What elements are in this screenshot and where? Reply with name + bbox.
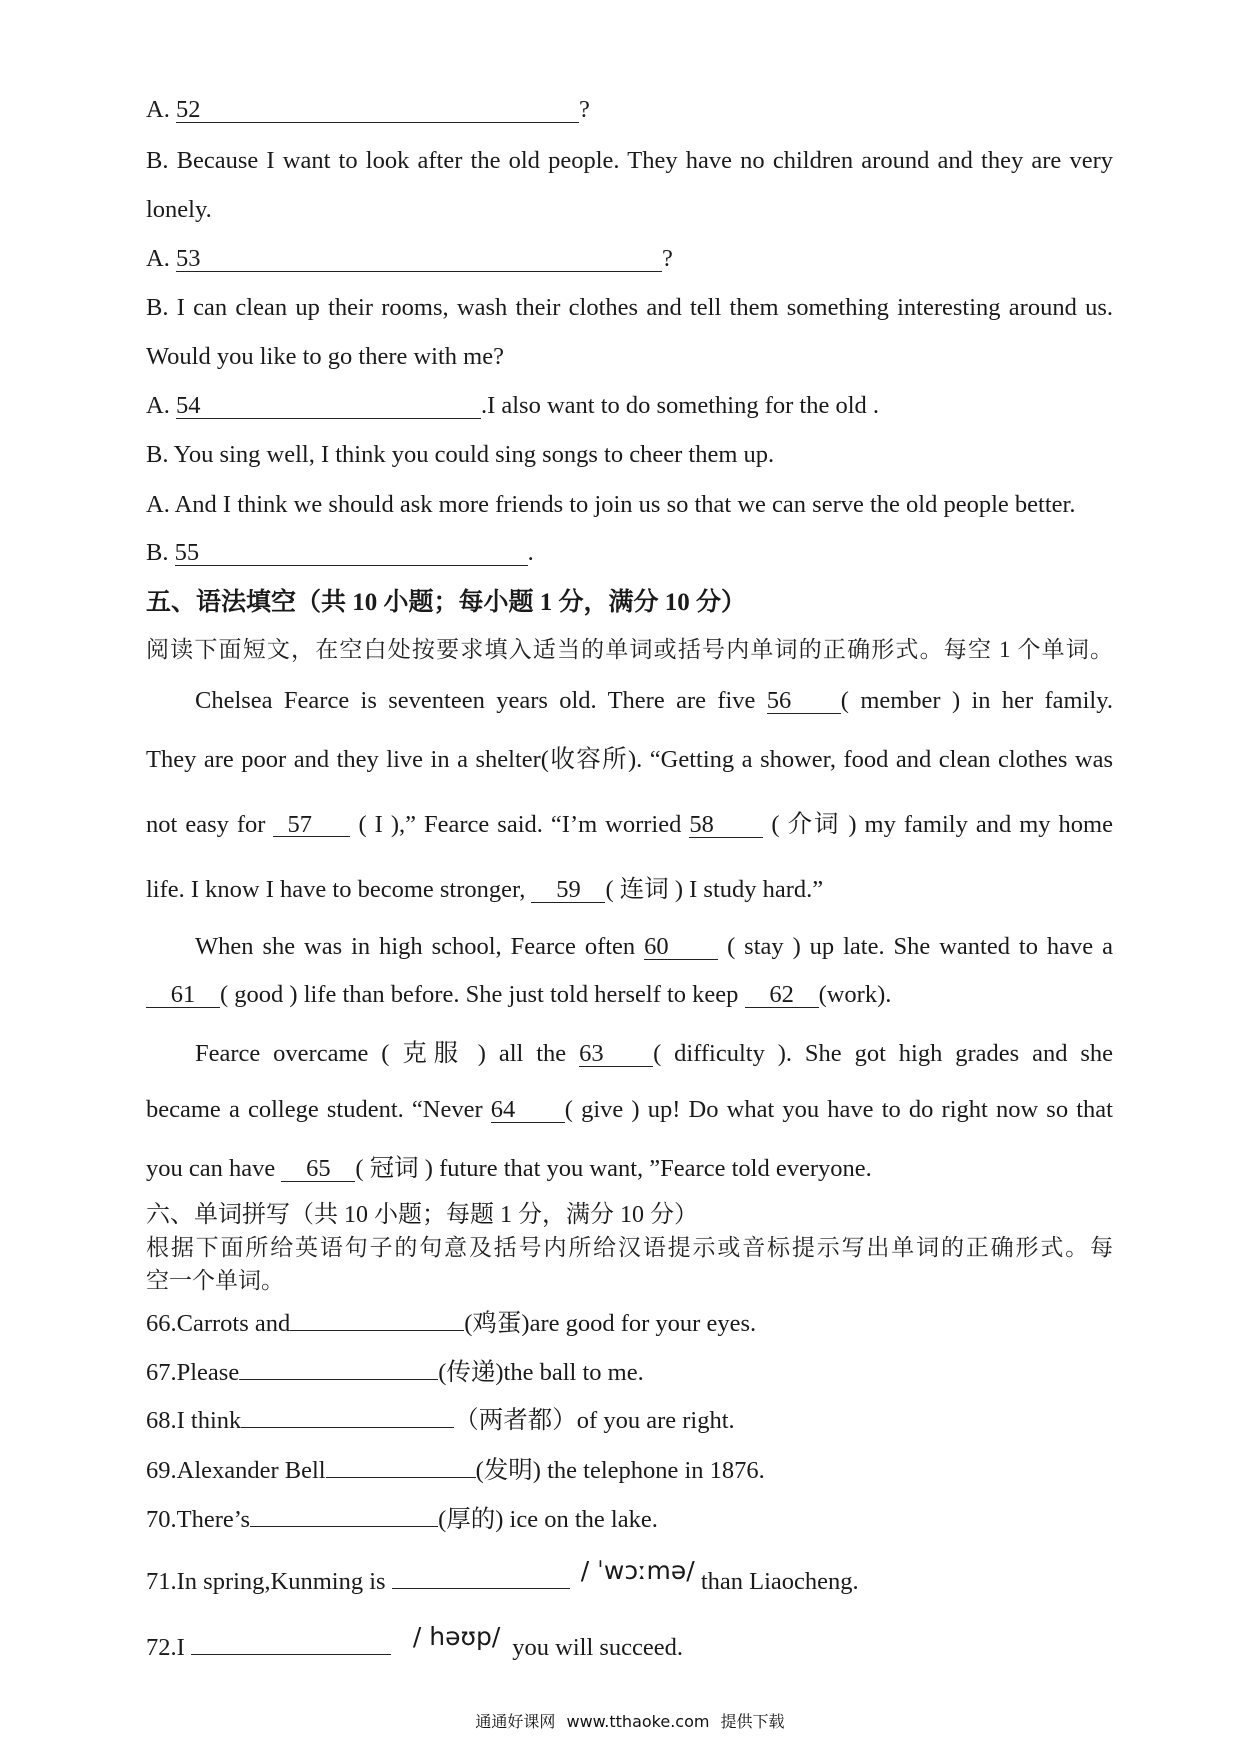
blank-58: 58 bbox=[689, 812, 763, 838]
phonetic-hint: / həʊp/ bbox=[412, 1622, 501, 1651]
passage-text: ( 冠词 ) future that you want, ”Fearce told everyone. bbox=[355, 1155, 872, 1182]
answer-blank-66 bbox=[290, 1310, 464, 1331]
passage-text: ( difficulty ). She got high grades and she bbox=[653, 1040, 1113, 1067]
passage-text: life. I know I have to become stronger, bbox=[146, 876, 532, 903]
item-hint: (鸡蛋) bbox=[464, 1310, 530, 1337]
item-hint: (发明) bbox=[475, 1457, 541, 1484]
passage-line bbox=[195, 685, 1113, 717]
item-text: 72.I bbox=[146, 1634, 191, 1661]
answer-blank-71 bbox=[392, 1568, 570, 1589]
spelling-item-72 bbox=[146, 1622, 1113, 1663]
dialogue-line: B. You sing well, I think you could sing songs to cheer them up. bbox=[146, 441, 775, 468]
dialogue-line: A. And I think we should ask more friends to join us so that we can serve the old people better. bbox=[146, 491, 1076, 518]
item-hint: (传递) bbox=[438, 1359, 504, 1386]
spelling-item-70 bbox=[146, 1504, 1113, 1536]
dialogue-line bbox=[146, 94, 1113, 126]
dialogue-line bbox=[146, 537, 1113, 569]
item-text: of you are right. bbox=[576, 1407, 735, 1434]
item-hint: （两者都） bbox=[454, 1407, 577, 1434]
passage-line bbox=[146, 874, 1113, 906]
answer-blank-72 bbox=[191, 1634, 391, 1655]
item-text: 70.There’s bbox=[146, 1506, 251, 1533]
passage-text: When she was in high school, Fearce often bbox=[195, 933, 645, 960]
spelling-item-71 bbox=[146, 1556, 1113, 1597]
answer-blank-67 bbox=[239, 1359, 438, 1380]
dialogue-line: B. I can clean up their rooms, wash their clothes and tell them something interesting around us. bbox=[146, 294, 1113, 321]
passage-line bbox=[195, 931, 1113, 963]
answer-blank-68 bbox=[241, 1407, 454, 1428]
line-ending: ? bbox=[578, 96, 590, 123]
spelling-item-69 bbox=[146, 1455, 1113, 1487]
blank-59: 59 bbox=[531, 877, 605, 903]
passage-text: ( 连词 ) I study hard.” bbox=[605, 876, 824, 903]
item-text: the ball to me. bbox=[503, 1359, 644, 1386]
blank-63: 63 bbox=[579, 1041, 653, 1067]
blank-56: 56 bbox=[767, 688, 841, 714]
passage-text: ( stay ) up late. She wanted to have a bbox=[718, 933, 1113, 960]
item-text: 66.Carrots and bbox=[146, 1310, 291, 1337]
answer-blank-52: 52 bbox=[176, 97, 579, 123]
passage-line bbox=[146, 979, 1113, 1011]
passage-line bbox=[146, 1094, 1113, 1126]
answer-blank-53: 53 bbox=[176, 246, 662, 272]
section-6-instructions-cont: 空一个单词。 bbox=[146, 1268, 284, 1293]
speaker-label: A. bbox=[146, 392, 176, 419]
passage-text: became a college student. “Never bbox=[146, 1096, 491, 1123]
item-text: than Liaocheng. bbox=[694, 1568, 859, 1595]
blank-65: 65 bbox=[281, 1156, 355, 1182]
item-text: 71.In spring,Kunming is bbox=[146, 1568, 392, 1595]
passage-text: not easy for bbox=[146, 811, 274, 838]
item-text: the telephone in 1876. bbox=[540, 1457, 765, 1484]
dialogue-line bbox=[146, 390, 1113, 422]
passage-text: Chelsea Fearce is seventeen years old. There are five bbox=[195, 687, 767, 714]
speaker-label: A. bbox=[146, 96, 176, 123]
answer-blank-55: 55 bbox=[175, 540, 528, 566]
item-text: 69.Alexander Bell bbox=[146, 1457, 326, 1484]
spelling-item-66 bbox=[146, 1308, 1113, 1340]
line-ending: . bbox=[527, 539, 534, 566]
section-6-instructions: 根据下面所给英语句子的句意及括号内所给汉语提示或音标提示写出单词的正确形式。每 bbox=[146, 1235, 1113, 1260]
speaker-label: B. bbox=[146, 539, 175, 566]
item-text: ice on the lake. bbox=[503, 1506, 658, 1533]
dialogue-line: Would you like to go there with me? bbox=[146, 343, 504, 370]
line-ending: .I also want to do something for the old . bbox=[480, 392, 880, 419]
passage-text: ( good ) life than before. She just told herself to keep bbox=[220, 981, 745, 1008]
answer-blank-54: 54 bbox=[176, 393, 481, 419]
dialogue-line: lonely. bbox=[146, 196, 212, 223]
dialogue-line: B. Because I want to look after the old people. They have no children around and they are very bbox=[146, 147, 1113, 174]
section-6-heading: 六、单词拼写（共 10 小题；每题 1 分，满分 10 分） bbox=[146, 1202, 698, 1228]
passage-text: ( give ) up! Do what you have to do right now so that bbox=[564, 1096, 1113, 1123]
phonetic-hint: / ˈwɔːmə/ bbox=[580, 1556, 695, 1585]
blank-61: 61 bbox=[146, 982, 220, 1008]
passage-line bbox=[146, 809, 1113, 841]
passage-text: Fearce overcame ( 克服 ) all the bbox=[195, 1040, 580, 1067]
passage-text: ( 介词 ) my family and my home bbox=[763, 811, 1113, 838]
item-text: 67.Please bbox=[146, 1359, 240, 1386]
item-text: you will succeed. bbox=[512, 1634, 684, 1661]
blank-57: 57 bbox=[273, 812, 350, 837]
page-footer: 通通好课网 www.tthaoke.com 提供下载 bbox=[475, 1712, 785, 1731]
dialogue-line bbox=[146, 243, 1113, 275]
passage-line bbox=[195, 1038, 1113, 1070]
spelling-item-67 bbox=[146, 1357, 1113, 1389]
blank-62: 62 bbox=[745, 982, 819, 1008]
passage-text: ( member ) in her family. bbox=[840, 687, 1113, 714]
passage-text: ( I ),” Fearce said. “I’m worried bbox=[350, 811, 690, 838]
blank-64: 64 bbox=[491, 1097, 565, 1123]
item-text: 68.I think bbox=[146, 1407, 242, 1434]
passage-line bbox=[146, 1153, 1113, 1185]
item-text: are good for your eyes. bbox=[529, 1310, 757, 1337]
passage-text: (work). bbox=[818, 981, 892, 1008]
section-5-instructions: 阅读下面短文，在空白处按要求填入适当的单词或括号内单词的正确形式。每空 1 个单词。 bbox=[146, 637, 1113, 662]
passage-line: They are poor and they live in a shelter(收容所). “Getting a shower, food and clean clothes was bbox=[146, 746, 1113, 773]
answer-blank-70 bbox=[250, 1506, 438, 1527]
blank-60: 60 bbox=[644, 934, 718, 960]
line-ending: ? bbox=[661, 245, 673, 272]
answer-blank-69 bbox=[326, 1457, 476, 1478]
section-5-heading: 五、语法填空（共 10 小题；每小题 1 分，满分 10 分） bbox=[146, 589, 747, 616]
passage-text: you can have bbox=[146, 1155, 282, 1182]
item-hint: (厚的) bbox=[438, 1506, 504, 1533]
spelling-item-68 bbox=[146, 1405, 1113, 1437]
speaker-label: A. bbox=[146, 245, 176, 272]
